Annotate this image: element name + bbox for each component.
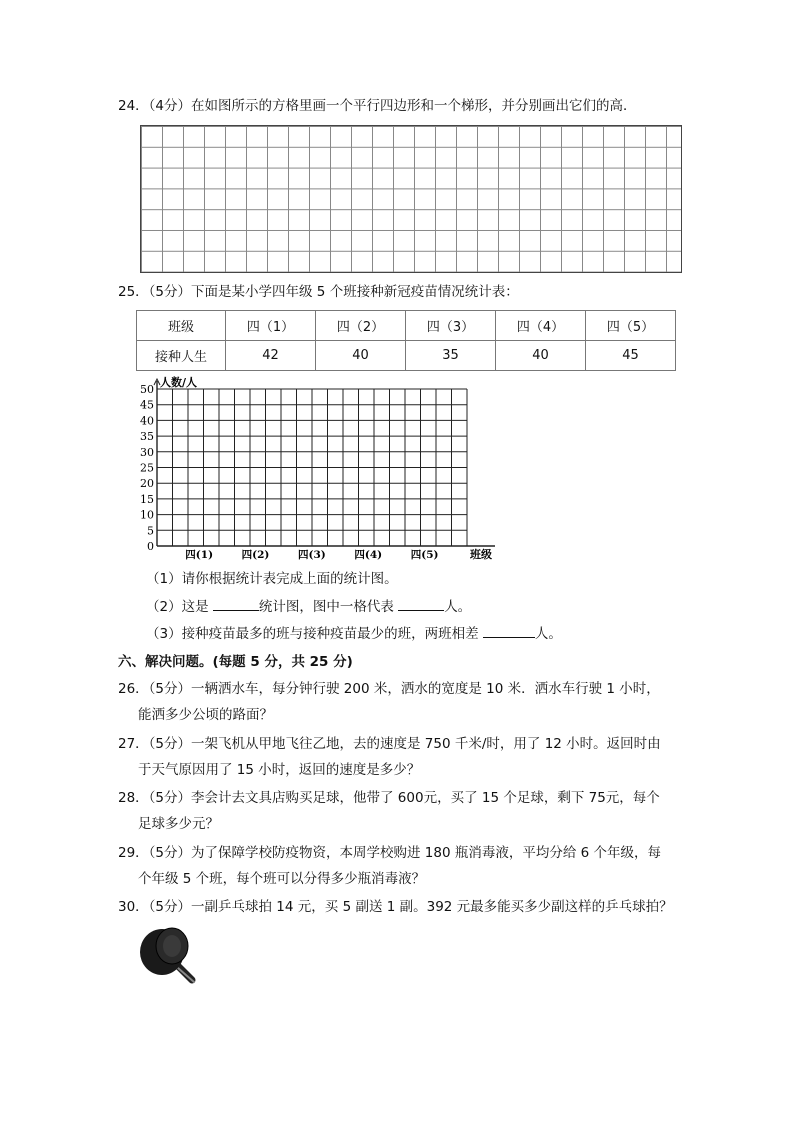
drawing-grid[interactable]: [140, 125, 682, 273]
chart-y-ticks: [140, 383, 154, 553]
y-tick-label: 50: [140, 383, 154, 396]
y-tick-label: 10: [140, 508, 154, 522]
chart-x-label: 班级: [470, 548, 492, 561]
q24-text: 24．（4分）在如图所示的方格里画一个平行四边形和一个梯形，并分别画出它们的高．: [118, 98, 637, 114]
table-class-cell: 四（2）: [316, 311, 406, 341]
table-header-label: 班级: [137, 311, 226, 341]
y-tick-label: 45: [140, 398, 154, 412]
q25-text: 25．（5分）下面是某小学四年级 5 个班接种新冠疫苗情况统计表：: [118, 284, 519, 300]
chart-grid: [154, 379, 495, 546]
x-tick-label: 四(2): [241, 549, 270, 561]
q29-line1: 29．（5分）为了保障学校防疫物资，本周学校购进 180 瓶消毒液，平均分给 6 个年级，每: [118, 845, 662, 861]
x-tick-label: 四(1): [185, 549, 214, 561]
chart-y-label: 人数/人: [160, 376, 198, 389]
y-tick-label: 20: [140, 477, 154, 491]
table-class-cell: 四（3）: [406, 311, 496, 341]
y-tick-label: 15: [140, 492, 154, 506]
table-row-label: 接种人生: [137, 341, 226, 371]
q25-sub2-a: （2）这是: [146, 599, 209, 615]
section-heading: 六、解决问题。(每题 5 分，共 25 分): [118, 654, 353, 670]
ping-pong-paddle-icon: [134, 922, 204, 988]
table-count-cell: 45: [586, 341, 676, 371]
q25-sub2-b: 统计图，图中一格代表: [258, 599, 394, 615]
q25-sub2: [146, 597, 471, 616]
q29-line2: 个年级 5 个班，每个班可以分得多少瓶消毒液？: [138, 871, 426, 887]
q25-sub3-a: （3）接种疫苗最多的班与接种疫苗最少的班，两班相差: [146, 626, 479, 642]
q27-line1: 27．（5分）一架飞机从甲地飞往乙地，去的速度是 750 千米/时，用了 12 小时。返回时由: [118, 736, 661, 752]
bar-chart[interactable]: [140, 376, 500, 562]
q26-line2: 能洒多少公顷的路面？: [138, 707, 273, 723]
q28-line1: 28．（5分）李会计去文具店购买足球，他带了 600元，买了 15 个足球，剩下 75元，每个: [118, 790, 660, 806]
table-row: [137, 311, 676, 341]
statistics-table: [136, 310, 676, 371]
q25-sub2-c: 人。: [444, 599, 472, 615]
answer-blank[interactable]: [483, 624, 535, 638]
table-class-cell: 四（5）: [586, 311, 676, 341]
q26-line1: 26．（5分）一辆洒水车，每分钟行驶 200 米，洒水的宽度是 10 米．洒水车行驶 1 小时，: [118, 681, 660, 697]
q25-sub3: [146, 624, 562, 643]
y-tick-label: 0: [147, 540, 154, 553]
y-tick-label: 25: [140, 461, 154, 475]
q30-line1: 30．（5分）一副乒乓球拍 14 元，买 5 副送 1 副。392 元最多能买多少副这样的乒乓球拍？: [118, 899, 673, 915]
table-count-cell: 42: [226, 341, 316, 371]
q28-line2: 足球多少元？: [138, 816, 219, 832]
table-count-cell: 40: [496, 341, 586, 371]
answer-blank[interactable]: [398, 597, 444, 611]
y-tick-label: 30: [140, 445, 154, 459]
table-row: [137, 341, 676, 371]
chart-x-ticks: [185, 549, 438, 561]
q25-sub3-b: 人。: [534, 626, 562, 642]
table-class-cell: 四（1）: [226, 311, 316, 341]
q27-line2: 于天气原因用了 15 小时，返回的速度是多少？: [138, 762, 421, 778]
x-tick-label: 四(4): [354, 549, 383, 561]
table-count-cell: 35: [406, 341, 496, 371]
x-tick-label: 四(5): [410, 549, 439, 561]
table-count-cell: 40: [316, 341, 406, 371]
q25-sub1: （1）请你根据统计表完成上面的统计图。: [146, 571, 398, 587]
answer-blank[interactable]: [213, 597, 259, 611]
y-tick-label: 35: [140, 430, 154, 444]
y-tick-label: 40: [140, 414, 154, 428]
y-tick-label: 5: [147, 524, 154, 538]
table-class-cell: 四（4）: [496, 311, 586, 341]
x-tick-label: 四(3): [298, 549, 326, 561]
